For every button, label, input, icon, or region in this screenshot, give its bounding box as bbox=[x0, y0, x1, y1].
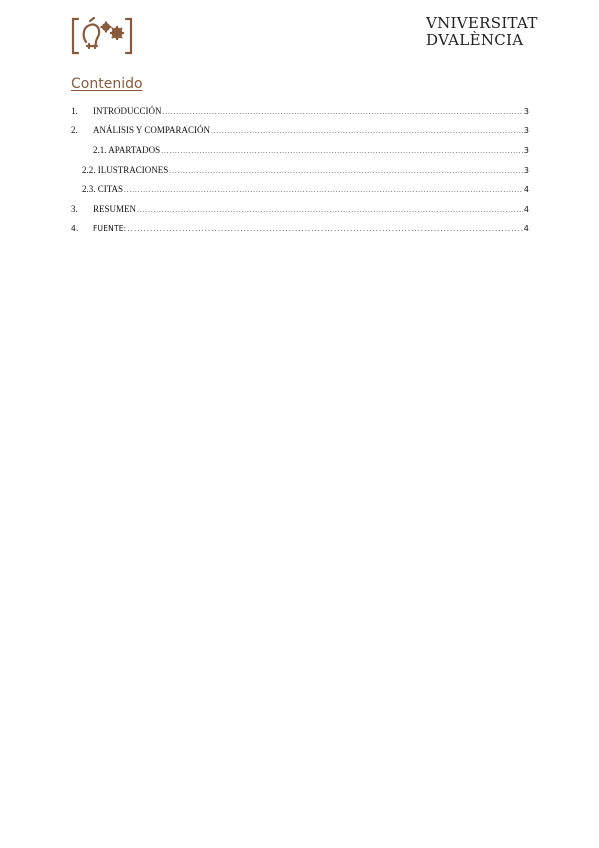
toc-entry[interactable] bbox=[71, 204, 529, 216]
university-logo bbox=[426, 14, 538, 50]
toc-dot-leader bbox=[211, 125, 523, 135]
toc-entry-page-number: 3 bbox=[523, 146, 529, 155]
toc-entry-label: 2.2. ILUSTRACIONES bbox=[82, 165, 169, 175]
university-name-line1: VNIVERSITAT bbox=[426, 14, 538, 32]
toc-entry[interactable] bbox=[71, 224, 529, 236]
toc-dot-leader bbox=[124, 184, 523, 194]
toc-entry-page-number: 3 bbox=[523, 166, 529, 175]
toc-entry-label: ANÁLISIS Y COMPARACIÓN bbox=[93, 125, 211, 135]
toc-entry-page-number: 4 bbox=[523, 205, 529, 214]
toc-dot-leader bbox=[137, 204, 523, 214]
toc-entry-number: 4. bbox=[71, 224, 79, 233]
toc-entry-page-number: 4 bbox=[523, 224, 529, 233]
toc-dot-leader bbox=[127, 224, 522, 234]
toc-entry[interactable] bbox=[82, 165, 529, 177]
toc-dot-leader bbox=[169, 165, 523, 175]
toc-entry-number: 1. bbox=[71, 106, 78, 116]
bracketed-head-gears-logo-icon bbox=[70, 16, 134, 56]
toc-title: Contenido bbox=[71, 76, 143, 92]
toc-dot-leader bbox=[163, 106, 523, 116]
toc-entry-label: 2.1. APARTADOS bbox=[93, 145, 161, 155]
university-name-line2-text: DVALÈNCIA bbox=[426, 31, 524, 49]
toc-entry-page-number: 3 bbox=[523, 126, 529, 135]
toc-entry-number: 3. bbox=[71, 204, 78, 214]
toc-dot-leader bbox=[161, 145, 523, 155]
university-name-line2 bbox=[426, 31, 523, 49]
toc-entry-label: FUENTE: bbox=[93, 224, 127, 233]
toc-entry[interactable] bbox=[71, 125, 529, 137]
toc-entry-page-number: 3 bbox=[523, 107, 529, 116]
toc-entry[interactable] bbox=[71, 106, 529, 118]
toc-entry-number: 2. bbox=[71, 125, 78, 135]
toc-entry-label: RESUMEN bbox=[93, 204, 137, 214]
toc-entry-label: INTRODUCCIÓN bbox=[93, 106, 162, 116]
toc-entry[interactable] bbox=[82, 184, 529, 196]
toc-entry-label: 2.3. CITAS bbox=[82, 184, 124, 194]
toc-entry[interactable] bbox=[93, 145, 529, 157]
toc-entry-page-number: 4 bbox=[523, 185, 529, 194]
